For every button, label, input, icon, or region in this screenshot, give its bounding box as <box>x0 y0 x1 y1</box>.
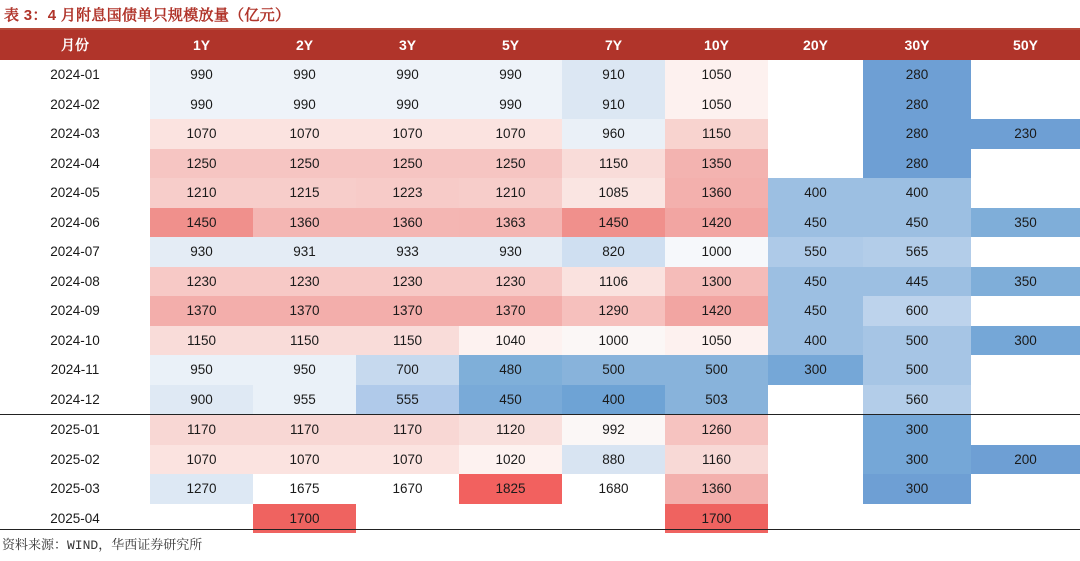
table-row <box>0 445 1080 475</box>
cell-30y: 300 <box>863 445 971 475</box>
cell-5y: 450 <box>459 385 562 415</box>
cell-7y: 1290 <box>562 296 665 326</box>
cell-30y: 445 <box>863 267 971 297</box>
row-label-month: 2024-05 <box>0 178 150 208</box>
cell-50y: 350 <box>971 208 1080 238</box>
cell-20y <box>768 60 863 90</box>
cell-1y: 930 <box>150 237 253 267</box>
cell-20y: 450 <box>768 296 863 326</box>
table-row <box>0 267 1080 297</box>
cell-7y: 1680 <box>562 474 665 504</box>
cell-50y <box>971 415 1080 445</box>
cell-5y: 1040 <box>459 326 562 356</box>
cell-20y <box>768 119 863 149</box>
table-row <box>0 90 1080 120</box>
row-label-month: 2024-02 <box>0 90 150 120</box>
cell-2y: 1070 <box>253 445 356 475</box>
cell-30y: 280 <box>863 90 971 120</box>
cell-1y: 1070 <box>150 445 253 475</box>
cell-50y <box>971 296 1080 326</box>
cell-30y: 500 <box>863 326 971 356</box>
cell-2y: 1070 <box>253 119 356 149</box>
cell-50y: 200 <box>971 445 1080 475</box>
cell-1y: 1070 <box>150 119 253 149</box>
table-body <box>0 60 1080 533</box>
cell-7y: 1085 <box>562 178 665 208</box>
cell-10y: 1420 <box>665 296 768 326</box>
cell-50y: 230 <box>971 119 1080 149</box>
page-title: 表 3：4 月附息国债单只规模放量（亿元） <box>4 6 291 24</box>
cell-2y: 931 <box>253 237 356 267</box>
table-row <box>0 326 1080 356</box>
row-label-month: 2024-11 <box>0 355 150 385</box>
table-row <box>0 119 1080 149</box>
cell-2y: 1250 <box>253 149 356 179</box>
column-header-5y: 5Y <box>459 30 562 60</box>
column-header-3y: 3Y <box>356 30 459 60</box>
cell-7y: 880 <box>562 445 665 475</box>
row-label-month: 2024-12 <box>0 385 150 415</box>
row-label-month: 2025-04 <box>0 504 150 534</box>
column-header-2y: 2Y <box>253 30 356 60</box>
cell-5y: 480 <box>459 355 562 385</box>
cell-1y: 1150 <box>150 326 253 356</box>
cell-2y: 1215 <box>253 178 356 208</box>
cell-3y: 1170 <box>356 415 459 445</box>
cell-7y: 1106 <box>562 267 665 297</box>
row-label-month: 2024-08 <box>0 267 150 297</box>
cell-3y: 700 <box>356 355 459 385</box>
cell-10y: 1160 <box>665 445 768 475</box>
cell-2y: 1700 <box>253 504 356 534</box>
table-row <box>0 474 1080 504</box>
cell-10y: 1300 <box>665 267 768 297</box>
cell-3y: 1230 <box>356 267 459 297</box>
cell-20y: 450 <box>768 208 863 238</box>
cell-7y: 1450 <box>562 208 665 238</box>
cell-30y: 565 <box>863 237 971 267</box>
cell-10y: 1700 <box>665 504 768 534</box>
cell-20y <box>768 90 863 120</box>
table-row <box>0 149 1080 179</box>
table-header-row <box>0 30 1080 60</box>
cell-30y: 560 <box>863 385 971 415</box>
cell-10y: 1260 <box>665 415 768 445</box>
cell-1y: 1270 <box>150 474 253 504</box>
row-label-month: 2024-07 <box>0 237 150 267</box>
cell-3y: 990 <box>356 60 459 90</box>
cell-30y: 400 <box>863 178 971 208</box>
figure-title-bar <box>0 0 1080 30</box>
table-row <box>0 385 1080 415</box>
row-label-month: 2024-04 <box>0 149 150 179</box>
cell-50y <box>971 385 1080 415</box>
table-bottom-rule <box>0 529 1080 530</box>
cell-1y: 990 <box>150 60 253 90</box>
row-label-month: 2024-09 <box>0 296 150 326</box>
cell-2y: 955 <box>253 385 356 415</box>
cell-30y: 500 <box>863 355 971 385</box>
cell-3y: 1070 <box>356 445 459 475</box>
cell-2y: 1230 <box>253 267 356 297</box>
cell-10y: 1050 <box>665 90 768 120</box>
cell-7y: 400 <box>562 385 665 415</box>
table-row <box>0 237 1080 267</box>
cell-10y: 1050 <box>665 326 768 356</box>
cell-7y: 960 <box>562 119 665 149</box>
cell-30y: 280 <box>863 149 971 179</box>
cell-10y: 1350 <box>665 149 768 179</box>
row-label-month: 2025-01 <box>0 415 150 445</box>
cell-30y: 280 <box>863 60 971 90</box>
cell-2y: 1370 <box>253 296 356 326</box>
cell-30y: 280 <box>863 119 971 149</box>
column-header-50y: 50Y <box>971 30 1080 60</box>
cell-7y: 910 <box>562 90 665 120</box>
bond-scale-heatmap-table <box>0 30 1080 533</box>
cell-20y: 400 <box>768 178 863 208</box>
cell-5y: 990 <box>459 60 562 90</box>
cell-5y: 930 <box>459 237 562 267</box>
row-label-month: 2025-03 <box>0 474 150 504</box>
column-header-10y: 10Y <box>665 30 768 60</box>
cell-7y: 1150 <box>562 149 665 179</box>
cell-20y <box>768 445 863 475</box>
cell-1y: 990 <box>150 90 253 120</box>
cell-20y: 550 <box>768 237 863 267</box>
cell-3y: 1370 <box>356 296 459 326</box>
cell-20y <box>768 415 863 445</box>
cell-50y: 350 <box>971 267 1080 297</box>
cell-10y: 1420 <box>665 208 768 238</box>
column-header-month: 月份 <box>0 30 150 60</box>
cell-5y: 1250 <box>459 149 562 179</box>
cell-7y: 1000 <box>562 326 665 356</box>
row-label-month: 2024-01 <box>0 60 150 90</box>
cell-7y: 820 <box>562 237 665 267</box>
row-label-month: 2025-02 <box>0 445 150 475</box>
cell-5y: 1020 <box>459 445 562 475</box>
cell-3y: 1670 <box>356 474 459 504</box>
cell-50y <box>971 237 1080 267</box>
cell-7y: 910 <box>562 60 665 90</box>
cell-5y: 1825 <box>459 474 562 504</box>
cell-50y <box>971 149 1080 179</box>
cell-5y: 1210 <box>459 178 562 208</box>
cell-2y: 1675 <box>253 474 356 504</box>
cell-1y: 1450 <box>150 208 253 238</box>
cell-5y: 1070 <box>459 119 562 149</box>
cell-50y <box>971 90 1080 120</box>
cell-5y: 990 <box>459 90 562 120</box>
cell-50y <box>971 178 1080 208</box>
cell-3y: 1223 <box>356 178 459 208</box>
row-label-month: 2024-10 <box>0 326 150 356</box>
cell-10y: 1360 <box>665 474 768 504</box>
cell-3y: 555 <box>356 385 459 415</box>
cell-20y: 450 <box>768 267 863 297</box>
cell-5y: 1363 <box>459 208 562 238</box>
cell-2y: 990 <box>253 90 356 120</box>
cell-1y: 1210 <box>150 178 253 208</box>
cell-1y: 1230 <box>150 267 253 297</box>
cell-3y: 1070 <box>356 119 459 149</box>
cell-10y: 1000 <box>665 237 768 267</box>
cell-1y: 1170 <box>150 415 253 445</box>
cell-20y <box>768 149 863 179</box>
cell-10y: 1360 <box>665 178 768 208</box>
cell-3y: 1250 <box>356 149 459 179</box>
cell-2y: 990 <box>253 60 356 90</box>
table-row <box>0 296 1080 326</box>
cell-30y: 300 <box>863 474 971 504</box>
cell-1y: 900 <box>150 385 253 415</box>
cell-20y <box>768 385 863 415</box>
cell-10y: 503 <box>665 385 768 415</box>
cell-3y: 1360 <box>356 208 459 238</box>
cell-50y: 300 <box>971 326 1080 356</box>
cell-5y: 1120 <box>459 415 562 445</box>
cell-50y <box>971 474 1080 504</box>
cell-20y: 300 <box>768 355 863 385</box>
column-header-20y: 20Y <box>768 30 863 60</box>
table-row <box>0 355 1080 385</box>
cell-20y: 400 <box>768 326 863 356</box>
source-note: 资料来源：WIND，华西证券研究所 <box>2 538 203 553</box>
column-header-1y: 1Y <box>150 30 253 60</box>
cell-20y <box>768 474 863 504</box>
cell-2y: 1150 <box>253 326 356 356</box>
cell-10y: 500 <box>665 355 768 385</box>
cell-2y: 1170 <box>253 415 356 445</box>
cell-7y: 992 <box>562 415 665 445</box>
cell-50y <box>971 355 1080 385</box>
cell-50y <box>971 60 1080 90</box>
cell-7y: 500 <box>562 355 665 385</box>
column-header-30y: 30Y <box>863 30 971 60</box>
cell-30y: 600 <box>863 296 971 326</box>
table-row <box>0 178 1080 208</box>
cell-3y: 933 <box>356 237 459 267</box>
column-header-7y: 7Y <box>562 30 665 60</box>
row-label-month: 2024-03 <box>0 119 150 149</box>
table-row <box>0 208 1080 238</box>
cell-10y: 1050 <box>665 60 768 90</box>
cell-10y: 1150 <box>665 119 768 149</box>
table-row <box>0 60 1080 90</box>
cell-5y: 1230 <box>459 267 562 297</box>
row-label-month: 2024-06 <box>0 208 150 238</box>
cell-1y: 1370 <box>150 296 253 326</box>
cell-30y: 300 <box>863 415 971 445</box>
table-row <box>0 415 1080 445</box>
cell-3y: 990 <box>356 90 459 120</box>
cell-2y: 1360 <box>253 208 356 238</box>
cell-30y: 450 <box>863 208 971 238</box>
cell-5y: 1370 <box>459 296 562 326</box>
cell-1y: 950 <box>150 355 253 385</box>
cell-1y: 1250 <box>150 149 253 179</box>
cell-2y: 950 <box>253 355 356 385</box>
cell-3y: 1150 <box>356 326 459 356</box>
